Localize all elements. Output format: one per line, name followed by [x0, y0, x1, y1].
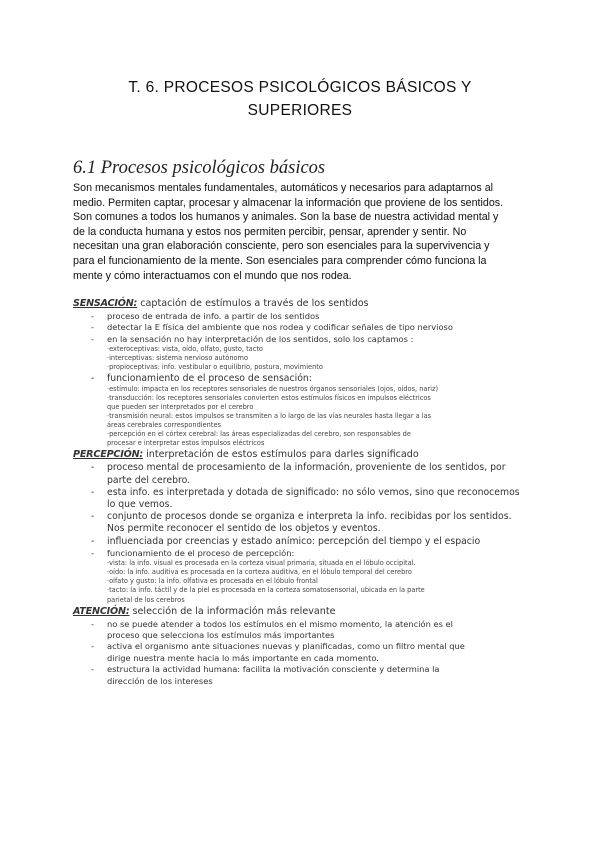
list-item: - no se puede atender a todos los estímulos en el mismo momento, la atención es el proceso que selecciona los estímulos más importantes — [73, 619, 533, 642]
atencion-heading — [73, 605, 533, 619]
sub-item: áreas cerebrales correspondientes — [107, 421, 221, 430]
intro-paragraph — [73, 181, 531, 283]
sub-item: procesar e interpretar estos impulsos eléctricos — [107, 439, 265, 448]
sub-item: ·transmisión neural: estos impulsos se transmiten a lo largo de las vías neurales hasta llegar a las — [107, 411, 432, 420]
sub-list — [73, 345, 533, 372]
sub-item: parietal de los cerebros — [107, 595, 185, 604]
sub-item: ·exteroceptivas: vista, oído, olfato, gusto, tacto — [107, 345, 263, 354]
title-line-2: SUPERIORES — [247, 102, 353, 119]
percepcion-heading — [73, 448, 533, 462]
sub-item: ·olfato y gusto: la info. olfativa es procesada en el lóbulo frontal — [107, 577, 318, 586]
intro-line: Son comunes a todos los humanos y animales. Son la base de nuestra actividad mental y — [73, 211, 499, 224]
list-item: - estructura la actividad humana: facilita la motivación consciente y determina la dirección de los intereses — [73, 664, 533, 687]
sub-item: ·oído: la info. auditiva es procesada en la corteza auditiva, en el lóbulo temporal del cerebro — [107, 568, 412, 577]
document-title — [60, 76, 540, 122]
list-item: - proceso de entrada de info. a partir de los sentidos — [73, 311, 533, 322]
atencion-definition: selección de la información más relevante — [129, 605, 336, 617]
list-item: - funcionamiento de el proceso de sensación: — [73, 373, 533, 385]
intro-line: mente y cómo interactuamos con el mundo que nos rodea. — [73, 269, 352, 282]
intro-line: de la conducta humana y estos nos permiten percibir, pensar, aprender y sentir. No — [73, 225, 467, 238]
list-item: - en la sensación no hay interpretación de los sentidos, solo los captamos : — [73, 334, 533, 345]
sub-item: que pueden ser interpretados por el cerebro — [107, 402, 254, 411]
section-heading: 6.1 Procesos psicológicos básicos — [73, 158, 326, 178]
list-item: - detectar la E física del ambiente que nos rodea y codificar señales de tipo nervioso — [73, 322, 533, 333]
intro-line: para el funcionamiento de la mente. Son esenciales para comprender cómo funciona la — [73, 254, 487, 267]
sub-list — [73, 385, 533, 449]
atencion-keyword: ATENCIÓN: — [73, 605, 130, 617]
list-item: - conjunto de procesos donde se organiza e interpreta la info. recibidas por los sentidos. Nos permite reconocer el sentido de los objetos y eventos. — [73, 511, 533, 535]
sensacion-definition: captación de estímulos a través de los sentidos — [137, 298, 369, 309]
list-item: - influenciada por creencias y estado anímico: percepción del tiempo y el espacio — [73, 536, 533, 548]
sub-item: ·propioceptivas: info. vestibular o equilibrio, postura, movimiento — [107, 363, 323, 372]
list-item: - esta info. es interpretada y dotada de significado: no sólo vemos, sino que reconocemos lo que vemos. — [73, 487, 533, 511]
percepcion-definition: interpretación de estos estímulos para darles significado — [143, 449, 419, 461]
sub-item: ·tacto: la info. táctil y de la piel es procesada en la corteza somatosensorial, ubicada en la parte — [107, 586, 425, 595]
handwritten-notes — [73, 297, 533, 687]
list-item: - funcionamiento de el proceso de percepción: — [73, 548, 533, 559]
sub-item: ·interceptivas: sistema nervioso autónomo — [107, 354, 248, 363]
intro-line: Son mecanismos mentales fundamentales, automáticos y necesarios para adaptarnos al — [73, 182, 494, 194]
title-line-1: T. 6. PROCESOS PSICOLÓGICOS BÁSICOS Y — [128, 79, 472, 96]
sub-item: ·estímulo: impacta en los receptores sensoriales de nuestros órganos sensoriales (ojos, oídos, nariz) — [107, 384, 439, 393]
sensacion-heading — [73, 297, 533, 311]
sub-item: ·percepción en el córtex cerebral: las áreas especializadas del cerebro, son responsables de — [107, 430, 411, 439]
sensacion-keyword: SENSACIÓN: — [73, 298, 138, 309]
intro-line: medio. Permiten captar, procesar y almacenar la información que proviene de los sentidos. — [73, 196, 504, 209]
list-item: - proceso mental de procesamiento de la información, proveniente de los sentidos, por parte del cerebro. — [73, 462, 533, 486]
intro-line: necesitan una gran elaboración consciente, pero son esenciales para la supervivencia y — [73, 240, 490, 253]
list-item: - activa el organismo ante situaciones nuevas y planificadas, como un filtro mental que dirige nuestra mente hacia lo más importante en cada momento. — [73, 641, 533, 664]
sub-item: ·transducción: los receptores sensoriales convierten estos estímulos físicos en impulsos eléctricos — [107, 393, 431, 402]
sub-list — [73, 559, 533, 604]
sub-item: ·vista: la info. visual es procesada en la corteza visual primaria, situada en el lóbulo occipital. — [107, 559, 416, 568]
percepcion-keyword: PERCEPCIÓN: — [73, 449, 144, 461]
